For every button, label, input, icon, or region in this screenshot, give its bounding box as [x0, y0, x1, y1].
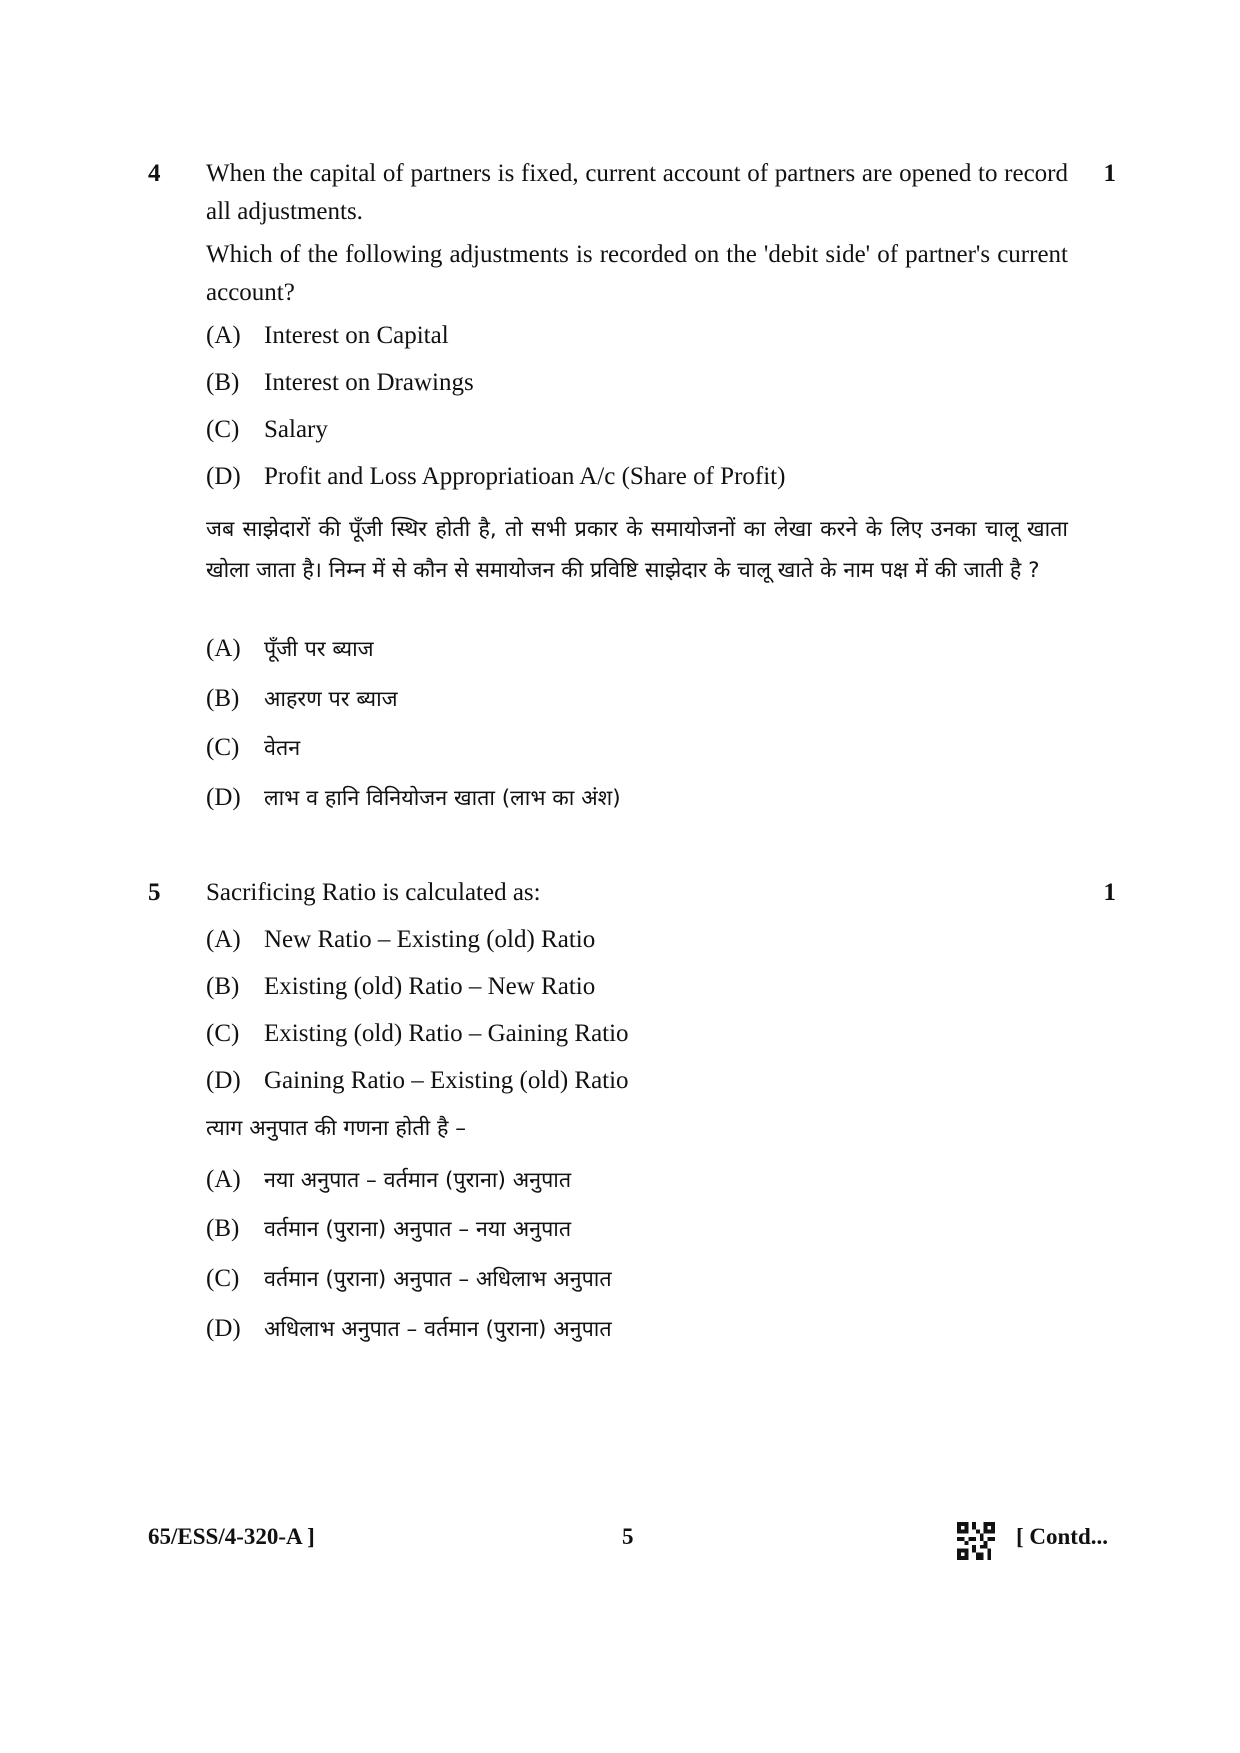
q4-option-c: [206, 415, 328, 445]
q5-option-c: [206, 1019, 629, 1049]
q4-option-a: [206, 321, 449, 351]
option-label: (C): [206, 734, 240, 761]
question-4-marks: 1: [1103, 160, 1116, 187]
option-text: पूँजी पर ब्याज: [264, 637, 374, 662]
paper-code: 65/ESS/4-320-A ]: [148, 1524, 315, 1549]
q4-option-d: [206, 462, 785, 492]
question-4-stem-hindi: जब साझेदारों की पूँजी स्थिर होती है, तो सभी प्रकार के समायोजनों का लेखा करने के लिए उनका चालू खाता खोला जाता है। निम्न में से कौन से समायोजन की प्रविष्टि साझेदार के चालू खाते के नाम पक्ष में की जाती है ?: [206, 517, 1068, 583]
option-text: Existing (old) Ratio – Gaining Ratio: [264, 1020, 629, 1047]
option-text: Salary: [264, 416, 328, 443]
q5-option-d: [206, 1066, 629, 1096]
option-label: (A): [206, 635, 241, 662]
q5-option-c-hindi: [206, 1264, 612, 1295]
question-5-stem: Sacrificing Ratio is calculated as:: [206, 879, 541, 906]
option-label: (A): [206, 926, 241, 953]
q4-option-c-hindi: [206, 733, 300, 764]
option-text: अधिलाभ अनुपात – वर्तमान (पुराना) अनुपात: [264, 1317, 612, 1342]
page-number: 5: [622, 1524, 634, 1549]
option-text: लाभ व हानि विनियोजन खाता (लाभ का अंश): [264, 786, 621, 811]
question-5-stem-hindi: त्याग अनुपात की गणना होती है –: [206, 1116, 466, 1141]
option-label: (B): [206, 1215, 240, 1242]
option-text: वर्तमान (पुराना) अनुपात – अधिलाभ अनुपात: [264, 1267, 612, 1292]
continued-label: [ Contd...: [1016, 1524, 1109, 1549]
option-label: (D): [206, 1067, 241, 1094]
option-text: वर्तमान (पुराना) अनुपात – नया अनुपात: [264, 1217, 572, 1242]
option-text: नया अनुपात – वर्तमान (पुराना) अनुपात: [264, 1168, 572, 1193]
q4-option-a-hindi: [206, 634, 374, 665]
option-label: (D): [206, 463, 241, 490]
option-text: Existing (old) Ratio – New Ratio: [264, 973, 596, 1000]
option-text: Gaining Ratio – Existing (old) Ratio: [264, 1067, 629, 1094]
qr-code-icon: [957, 1522, 995, 1560]
question-4-number: 4: [148, 160, 161, 187]
option-label: (B): [206, 685, 240, 712]
q5-option-b: [206, 972, 595, 1002]
question-5-number: 5: [148, 879, 161, 906]
question-4-stem-line1: When the capital of partners is fixed, current account of partners are opened to record all adjustments.: [206, 160, 1068, 225]
option-label: (D): [206, 784, 241, 811]
option-label: (A): [206, 322, 241, 349]
question-5-marks: 1: [1103, 879, 1116, 906]
q5-option-a-hindi: [206, 1165, 571, 1196]
q5-option-d-hindi: [206, 1314, 612, 1345]
option-label: (D): [206, 1315, 241, 1342]
option-label: (B): [206, 369, 240, 396]
q4-option-b-hindi: [206, 684, 398, 715]
question-4-stem-2: [206, 236, 1068, 312]
question-4-stem-line2: Which of the following adjustments is recorded on the 'debit side' of partner's current account?: [206, 241, 1068, 306]
option-text: आहरण पर ब्याज: [264, 687, 398, 712]
option-text: Interest on Capital: [264, 322, 449, 349]
option-label: (B): [206, 973, 240, 1000]
option-label: (C): [206, 1265, 240, 1292]
option-label: (A): [206, 1166, 241, 1193]
option-text: Profit and Loss Appropriatioan A/c (Share of Profit): [264, 463, 786, 490]
option-label: (C): [206, 416, 240, 443]
q5-option-b-hindi: [206, 1214, 571, 1245]
option-text: Interest on Drawings: [264, 369, 474, 396]
question-4-stem: [206, 155, 1068, 231]
q4-option-d-hindi: [206, 783, 621, 814]
option-text: वेतन: [264, 736, 301, 761]
q4-option-b: [206, 368, 474, 398]
option-text: New Ratio – Existing (old) Ratio: [264, 926, 596, 953]
q5-option-a: [206, 925, 595, 955]
option-label: (C): [206, 1020, 240, 1047]
